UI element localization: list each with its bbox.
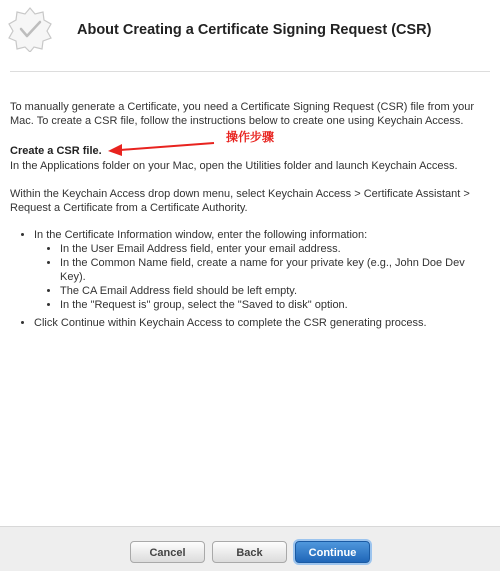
cancel-button[interactable]: Cancel <box>130 541 205 563</box>
header <box>0 0 500 68</box>
list-item: • Click Continue within Keychain Access to complete the CSR generating process. <box>34 316 490 330</box>
red-arrow-icon <box>108 141 218 157</box>
list-item-text: In the Certificate Information window, enter the following information: <box>34 229 368 241</box>
page-title: About Creating a Certificate Signing Request (CSR) <box>77 22 432 38</box>
sub-list-item: • In the Common Name field, create a name for your private key (e.g., John Doe Dev Key). <box>60 256 490 284</box>
sub-list-item: • The CA Email Address field should be left empty. <box>60 284 490 298</box>
continue-button[interactable]: Continue <box>295 541 370 563</box>
step-title: Create a CSR file. <box>10 145 102 157</box>
header-divider <box>10 71 490 72</box>
sub-instruction-list <box>34 242 490 312</box>
instruction-list <box>10 228 490 330</box>
instructions-content <box>10 100 490 334</box>
sub-list-item: • In the User Email Address field, enter your email address. <box>60 242 490 256</box>
list-item <box>34 228 490 312</box>
intro-paragraph: To manually generate a Certificate, you need a Certificate Signing Request (CSR) file from your Mac. To create a CSR file, follow the instructions below to create one using Keychain Access. <box>10 101 475 127</box>
applications-paragraph: In the Applications folder on your Mac, open the Utilities folder and launch Keychain Access. <box>10 160 458 172</box>
step-title-row <box>10 130 490 158</box>
sub-list-item: • In the "Request is" group, select the "Saved to disk" option. <box>60 298 490 312</box>
keychain-menu-paragraph: Within the Keychain Access drop down menu, select Keychain Access > Certificate Assistant > Request a Certificate from a Certificate Authority. <box>10 188 470 214</box>
footer-button-bar <box>0 526 500 571</box>
certificate-badge-icon <box>7 6 53 52</box>
annotation-label: 操作步骤 <box>226 130 275 144</box>
back-button[interactable]: Back <box>212 541 287 563</box>
